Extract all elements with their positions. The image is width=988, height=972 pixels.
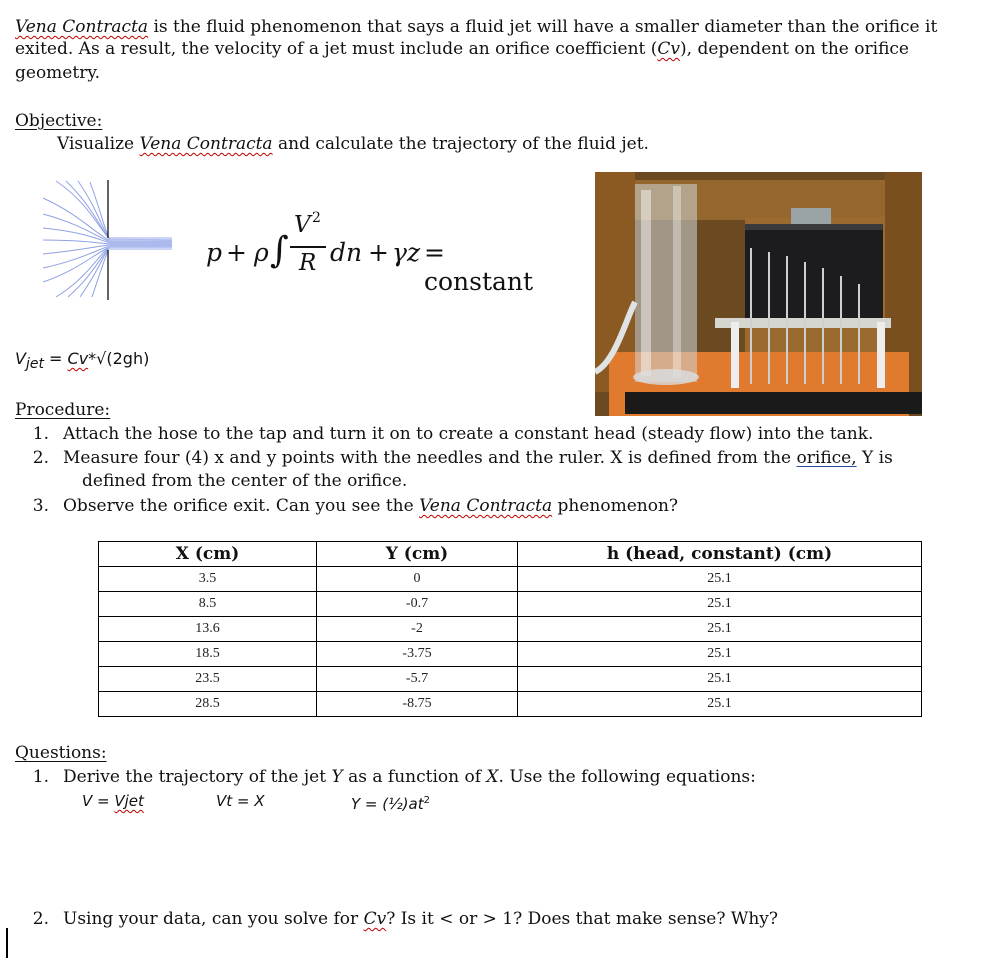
table-row (99, 567, 922, 592)
vena-contracta-diagram (38, 176, 174, 302)
cell-x: 23.5 (99, 667, 317, 692)
equation-y (351, 790, 430, 815)
eq-dn: dn (330, 238, 363, 267)
intro-text-1: is the fluid phenomenon that says a fluid jet will have a smaller diameter than the orifice it (148, 17, 938, 37)
step-text: phenomenon? (552, 496, 679, 516)
cell-y: -0.7 (317, 592, 518, 617)
question-number: 2. (32, 909, 49, 929)
step-number: 3. (32, 496, 49, 516)
step-number: 2. (32, 448, 49, 468)
apparatus-photo (595, 172, 922, 416)
step-text: Attach the hose to the tap and turn it on to create a constant head (steady flow) into the tank. (63, 424, 874, 444)
needle-rail (715, 318, 891, 328)
objective-text-a: Visualize (57, 134, 140, 154)
eq-fraction-bar (290, 246, 326, 248)
question-var-x: X (486, 767, 499, 787)
procedure-step-2-continued: defined from the center of the orifice. (82, 471, 408, 491)
equation-y-exponent: 2 (423, 795, 430, 806)
intro-line-2 (15, 38, 909, 60)
intro-term: Vena Contracta (15, 17, 149, 37)
cylinder-highlight (641, 190, 651, 376)
cell-h: 25.1 (518, 642, 922, 667)
jet-stream (108, 237, 172, 250)
eq-rho: ρ (254, 238, 269, 267)
cell-h: 25.1 (518, 692, 922, 717)
streamline (78, 181, 110, 240)
intro-text-2a: exited. As a result, the velocity of a jet must include an orifice coefficient ( (15, 39, 658, 59)
equation-v-text: V = (82, 792, 115, 810)
equation-vt (216, 790, 265, 812)
cell-x: 8.5 (99, 592, 317, 617)
streamline (56, 181, 172, 240)
table-header-row (99, 542, 922, 567)
question-text: Derive the trajectory of the jet (63, 767, 332, 787)
procedure-heading: Procedure: (15, 400, 111, 420)
cylinder-base (633, 369, 699, 385)
question-number: 1. (32, 767, 49, 787)
jet-velocity-formula (15, 348, 149, 375)
intro-cv: Cv (657, 39, 681, 59)
questions-heading: Questions: (15, 743, 107, 763)
velocity-equals: = (43, 349, 68, 368)
table-row (99, 592, 922, 617)
eq-plus-2: + (368, 238, 389, 267)
cell-h: 25.1 (518, 667, 922, 692)
question-2 (25, 908, 778, 930)
streamline (92, 246, 110, 297)
table-row (99, 667, 922, 692)
eq-integral: ∫ (270, 230, 289, 271)
stand-leg-right (877, 322, 885, 388)
cell-h: 25.1 (518, 592, 922, 617)
cell-x: 18.5 (99, 642, 317, 667)
eq-square: 2 (312, 210, 321, 226)
objective-text (57, 133, 649, 155)
equation-y-text: Y = (½)at (351, 795, 424, 813)
procedure-step-3 (25, 495, 678, 517)
procedure-step-2 (25, 447, 893, 469)
cell-x: 28.5 (99, 692, 317, 717)
step-text: Y is (856, 448, 893, 468)
streamline (68, 247, 110, 297)
table-row (99, 692, 922, 717)
question-text: as a function of (342, 767, 487, 787)
bernoulli-equation (206, 210, 556, 296)
text-cursor (6, 928, 8, 958)
velocity-cv: Cv (67, 349, 89, 368)
eq-gamma-z: γz (392, 238, 421, 267)
objective-text-b: and calculate the trajectory of the fluid jet. (272, 134, 649, 154)
procedure-step-1 (25, 423, 873, 445)
eq-r: R (299, 250, 317, 276)
streamline (90, 182, 110, 241)
velocity-rest: *√(2gh) (88, 349, 150, 368)
question-1 (25, 766, 756, 788)
eq-p: p (206, 238, 223, 267)
velocity-subscript: jet (25, 356, 44, 373)
question-cv: Cv (363, 909, 387, 929)
question-text: ? Is it < or > 1? Does that make sense? Why? (386, 909, 779, 929)
objective-heading: Objective: (15, 111, 103, 131)
cell-y: -3.75 (317, 642, 518, 667)
equation-v (82, 790, 144, 812)
question-text: . Use the following equations: (498, 767, 756, 787)
stand-leg-left (731, 322, 739, 388)
streamline (56, 247, 110, 297)
eq-plus-1: + (226, 238, 247, 267)
orifice-link[interactable]: orifice, (796, 448, 857, 468)
base-frame (625, 392, 922, 414)
cell-x: 13.6 (99, 617, 317, 642)
cell-y: -8.75 (317, 692, 518, 717)
question-text: Using your data, can you solve for (63, 909, 364, 929)
equation-vt-text: Vt = X (216, 792, 265, 810)
question-var-y: Y (331, 767, 343, 787)
table-row (99, 642, 922, 667)
equation-vjet: Vjet (114, 792, 144, 810)
cylinder-highlight (673, 186, 681, 378)
black-board (745, 224, 883, 324)
measurement-table (98, 541, 922, 717)
cell-x: 3.5 (99, 567, 317, 592)
header-y: Y (cm) (317, 542, 518, 567)
step-text: Measure four (4) x and y points with the needles and the ruler. X is defined from the (63, 448, 797, 468)
intro-text-2b: ), dependent on the orifice (680, 39, 909, 59)
header-x: X (cm) (99, 542, 317, 567)
cell-y: -2 (317, 617, 518, 642)
board-top-edge (745, 224, 883, 230)
cell-y: -5.7 (317, 667, 518, 692)
intro-line-3: geometry. (15, 63, 101, 83)
velocity-v: V (15, 349, 26, 368)
step-number: 1. (32, 424, 49, 444)
step-term: Vena Contracta (419, 496, 553, 516)
cell-h: 25.1 (518, 617, 922, 642)
eq-constant: = constant (424, 238, 534, 296)
table-row (99, 617, 922, 642)
header-h: h (head, constant) (cm) (518, 542, 922, 567)
cell-y: 0 (317, 567, 518, 592)
eq-v: V (294, 212, 311, 238)
objective-term: Vena Contracta (139, 134, 273, 154)
cell-h: 25.1 (518, 567, 922, 592)
step-text: Observe the orifice exit. Can you see the (63, 496, 420, 516)
intro-line-1 (15, 16, 937, 38)
